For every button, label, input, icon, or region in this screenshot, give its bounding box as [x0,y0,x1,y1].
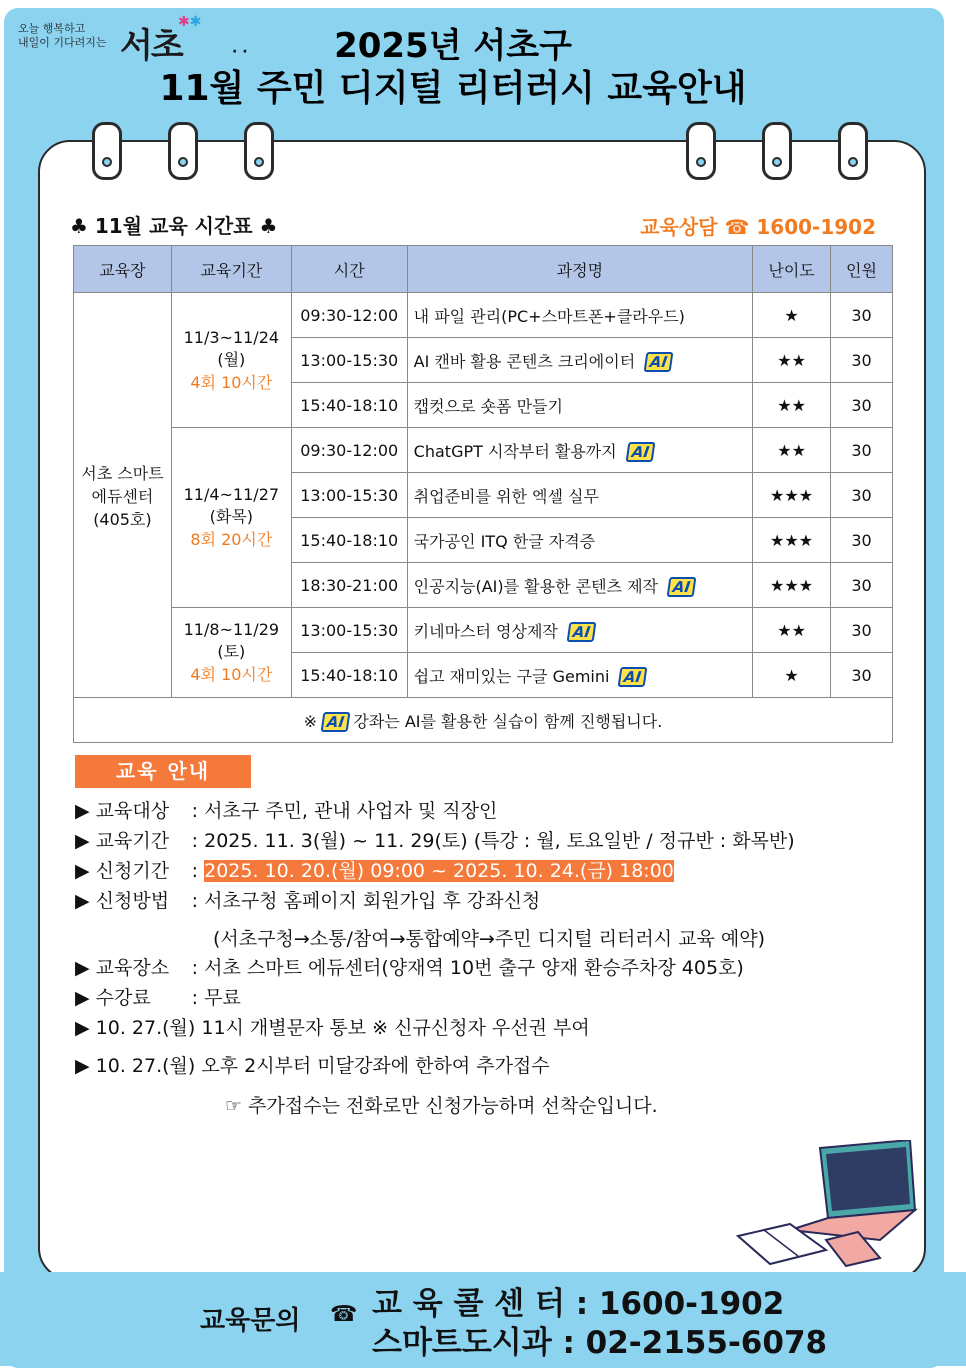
footer-department: 스마트도시과 : 02-2155-6078 [372,1325,828,1361]
info-value: 10. 27.(월) 11시 개별문자 통보 ※ 신규신청자 우선권 부여 [95,1017,590,1039]
table-row [74,608,893,653]
binder-ring-icon [762,122,792,180]
table-header-cell: 교육장 [74,246,172,293]
period-sessions: 4회 10시간 [190,372,273,392]
info-label: 교육장소 [95,957,170,979]
consult-label: 교육상담 [640,215,718,239]
info-label: 교육기간 [95,830,170,852]
bullet-arrow-icon: ▶ [75,1017,90,1039]
binder-ring-icon [244,122,274,180]
table-header-cell: 인원 [831,246,893,293]
bullet-arrow-icon: ▶ [75,957,90,979]
info-item [75,826,795,853]
course-name: 인공지능(AI)를 활용한 콘텐츠 제작 [413,576,659,596]
period-cell [171,293,291,428]
venue-line: 에듀센터 [91,486,154,506]
info-value-prefix: : [191,860,205,882]
bullet-arrow-icon: ▶ [75,987,90,1009]
course-cell [407,293,752,338]
logo-slogan-line1: 오늘 행복하고 [18,22,86,35]
venue-line: 서초 스마트 [81,463,164,483]
time-cell: 13:00-15:30 [291,473,407,518]
schedule-title: ♣ 11월 교육 시간표 ♣ [70,214,278,238]
title-emphasis-dots: · · [232,44,248,60]
course-cell [407,653,752,698]
table-header-cell: 시간 [291,246,407,293]
course-name: 국가공인 ITQ 한글 자격증 [413,531,596,551]
level-cell: ★★★ [753,563,831,608]
venue-cell [74,293,172,698]
table-note-row [74,698,893,743]
phone-icon: ☎ [330,1302,358,1327]
course-cell [407,473,752,518]
level-cell: ★★ [753,428,831,473]
table-row [74,428,893,473]
course-cell [407,428,752,473]
consult-contact [640,211,876,240]
count-cell: 30 [831,383,893,428]
info-value: : 서초구청 홈페이지 회원가입 후 강좌신청 [191,890,541,912]
info-label: 수강료 [95,987,151,1009]
info-item [75,953,744,980]
course-name: 쉽고 재미있는 구글 Gemini [413,666,610,686]
period-days: (월) [217,349,246,369]
consult-phone: 1600-1902 [756,215,876,239]
course-name: 내 파일 관리(PC+스마트폰+클라우드) [413,306,685,326]
table-header-row [74,246,893,293]
count-cell: 30 [831,653,893,698]
time-cell: 18:30-21:00 [291,563,407,608]
period-dates: 11/8~11/29 [183,620,280,639]
time-cell: 09:30-12:00 [291,428,407,473]
ai-badge-icon: AI [644,352,674,372]
info-item [75,886,540,913]
table-header-cell: 교육기간 [171,246,291,293]
course-name: AI 캔바 활용 콘텐츠 크리에이터 [413,351,636,371]
count-cell: 30 [831,518,893,563]
note-text: 강좌는 AI를 활용한 실습이 함께 진행됩니다. [353,711,663,731]
level-cell: ★ [753,653,831,698]
bullet-arrow-icon: ▶ [75,1055,90,1077]
info-value: 10. 27.(월) 오후 2시부터 미달강좌에 한하여 추가접수 [95,1055,550,1077]
info-item-continued: (서초구청→소통/참여→통합예약→주민 디지털 리터러시 교육 예약) [213,928,765,950]
binder-ring-icon [92,122,122,180]
period-sessions: 8회 20시간 [190,530,273,549]
course-cell [407,518,752,563]
binder-ring-icon [838,122,868,180]
phone-icon: ☎ [724,215,750,239]
title-line2: 11월 주민 디지털 리터러시 교육안내 [159,68,747,109]
table-row [74,293,893,338]
count-cell: 30 [831,608,893,653]
laptop-illustration-icon [730,1140,920,1270]
course-cell [407,383,752,428]
bullet-arrow-icon: ▶ [75,860,90,882]
info-item [75,1013,590,1040]
footer-label: 교육문의 [200,1306,301,1336]
info-value: : 서초 스마트 에듀센터(양재역 10번 출구 양재 환승주차장 405호) [191,957,744,979]
info-label: 신청기간 [95,860,170,882]
time-cell: 15:40-18:10 [291,653,407,698]
level-cell: ★★ [753,383,831,428]
count-cell: 30 [831,428,893,473]
course-name: ChatGPT 시작부터 활용까지 [413,441,617,461]
binder-ring-icon [168,122,198,180]
count-cell: 30 [831,473,893,518]
period-days: (화목) [209,507,254,526]
time-cell: 09:30-12:00 [291,293,407,338]
period-dates: 11/4~11/27 [183,485,280,504]
period-dates: 11/3~11/24 [183,327,280,347]
level-cell: ★★ [753,338,831,383]
binder-ring-icon [686,122,716,180]
ai-badge-icon: AI [321,712,351,732]
info-value: : 무료 [191,987,241,1009]
apply-period-highlight: 2025. 10. 20.(월) 09:00 ~ 2025. 10. 24.(금) 18:00 [204,860,674,882]
info-value: : 2025. 11. 3(월) ~ 11. 29(토) (특강 : 월, 토요일반 / 정규반 : 화목반) [191,830,795,852]
count-cell: 30 [831,563,893,608]
bullet-arrow-icon: ▶ [75,890,90,912]
table-header-cell: 난이도 [753,246,831,293]
logo-name: 서초 [120,26,182,66]
info-section-header: 교육 안내 [75,755,251,788]
period-cell [171,608,291,698]
info-label: 교육대상 [95,800,170,822]
course-cell [407,338,752,383]
info-label: 신청방법 [95,890,170,912]
title-line1: 2025년 서초구 [334,26,572,66]
course-name: 키네마스터 영상제작 [413,621,558,641]
table-header-cell: 과정명 [407,246,752,293]
period-cell [171,428,291,608]
count-cell: 30 [831,293,893,338]
time-cell: 15:40-18:10 [291,383,407,428]
level-cell: ★★ [753,608,831,653]
course-cell [407,563,752,608]
course-name: 취업준비를 위한 엑셀 실무 [413,486,599,506]
info-item [75,796,497,823]
info-item [75,1051,550,1078]
bullet-arrow-icon: ▶ [75,800,90,822]
info-value: : 서초구 주민, 관내 사업자 및 직장인 [191,800,498,822]
ai-badge-icon: AI [566,622,596,642]
time-cell: 13:00-15:30 [291,608,407,653]
logo-stars-icon: ✱✱ [178,14,202,30]
info-item [75,983,241,1010]
level-cell: ★ [753,293,831,338]
schedule-table [73,245,893,743]
ai-badge-icon: AI [667,577,697,597]
time-cell: 15:40-18:10 [291,518,407,563]
logo-slogan-line2: 내일이 기다려지는 [18,36,107,49]
period-days: (토) [217,642,246,661]
period-sessions: 4회 10시간 [190,665,273,684]
level-cell: ★★★ [753,473,831,518]
course-cell [407,608,752,653]
count-cell: 30 [831,338,893,383]
bullet-arrow-icon: ▶ [75,830,90,852]
level-cell: ★★★ [753,518,831,563]
note-mark: ※ [303,711,318,731]
info-footnote: ☞ 추가접수는 전화로만 신청가능하며 선착순입니다. [225,1095,658,1117]
ai-badge-icon: AI [625,442,655,462]
time-cell: 13:00-15:30 [291,338,407,383]
table-note-cell [74,698,893,743]
ai-badge-icon: AI [618,667,648,687]
info-item [75,856,674,883]
footer-callcenter: 교 육 콜 센 터 : 1600-1902 [372,1286,785,1322]
venue-line: (405호) [93,509,152,529]
course-name: 캡컷으로 숏폼 만들기 [413,396,563,416]
